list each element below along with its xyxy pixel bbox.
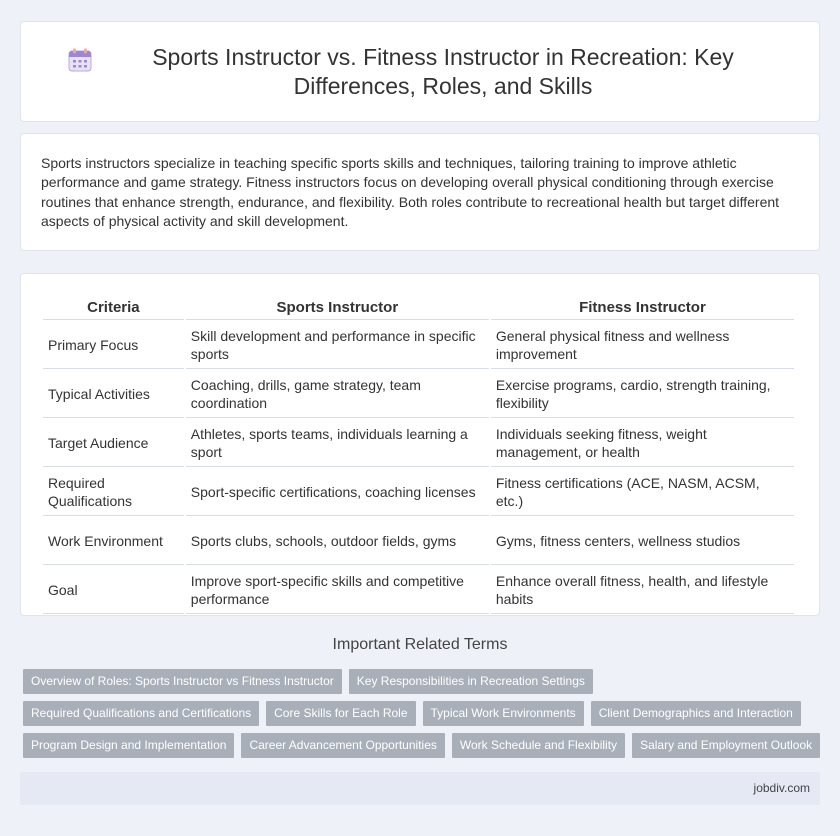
row-fitness-value: Fitness certifications (ACE, NASM, ACSM, etc.) bbox=[491, 467, 794, 516]
row-criteria: Target Audience bbox=[43, 418, 184, 467]
tag-link[interactable]: Typical Work Environments bbox=[423, 701, 584, 726]
row-sports-value: Sport-specific certifications, coaching licenses bbox=[186, 467, 489, 516]
tag-link[interactable]: Required Qualifications and Certifications bbox=[23, 701, 259, 726]
page-title: Sports Instructor vs. Fitness Instructor in Recreation: Key Differences, Roles, and Skills bbox=[152, 43, 734, 99]
row-sports-value: Improve sport-specific skills and competitive performance bbox=[186, 565, 489, 614]
row-criteria: Required Qualifications bbox=[43, 467, 184, 516]
intro-paragraph: Sports instructors specialize in teaching specific sports skills and techniques, tailoring training to improve athletic performance and game strategy. Fitness instructors focus on developing overall physical conditioning through exercise routines that enhance strength, endurance, and flexibility. Both roles contribute to recreational health but target different aspects of physical activity and skill development. bbox=[41, 155, 780, 229]
row-fitness-value: Individuals seeking fitness, weight management, or health bbox=[491, 418, 794, 467]
tag-link[interactable]: Overview of Roles: Sports Instructor vs Fitness Instructor bbox=[23, 669, 342, 694]
table-header-row bbox=[43, 294, 794, 320]
footer-site-link[interactable]: jobdiv.com bbox=[753, 781, 810, 795]
table-row bbox=[43, 516, 794, 565]
title-card bbox=[20, 21, 820, 122]
row-sports-value: Coaching, drills, game strategy, team coordination bbox=[186, 369, 489, 418]
row-sports-value: Skill development and performance in specific sports bbox=[186, 320, 489, 369]
header-fitness-instructor: Fitness Instructor bbox=[491, 294, 794, 320]
tag-row bbox=[23, 701, 823, 726]
row-criteria: Typical Activities bbox=[43, 369, 184, 418]
comparison-table bbox=[41, 294, 796, 614]
tag-link[interactable]: Key Responsibilities in Recreation Settings bbox=[349, 669, 593, 694]
header-sports-instructor: Sports Instructor bbox=[186, 294, 489, 320]
row-fitness-value: Enhance overall fitness, health, and lifestyle habits bbox=[491, 565, 794, 614]
row-sports-value: Athletes, sports teams, individuals learning a sport bbox=[186, 418, 489, 467]
intro-card bbox=[20, 133, 820, 251]
tag-link[interactable]: Career Advancement Opportunities bbox=[241, 733, 444, 758]
row-fitness-value: General physical fitness and wellness improvement bbox=[491, 320, 794, 369]
tag-row bbox=[23, 669, 823, 694]
table-row bbox=[43, 565, 794, 614]
title-wrap bbox=[67, 43, 773, 101]
table-row bbox=[43, 320, 794, 369]
table-row bbox=[43, 369, 794, 418]
row-criteria: Primary Focus bbox=[43, 320, 184, 369]
tag-link[interactable]: Program Design and Implementation bbox=[23, 733, 234, 758]
table-row bbox=[43, 418, 794, 467]
tag-link[interactable]: Work Schedule and Flexibility bbox=[452, 733, 625, 758]
related-terms-heading: Important Related Terms bbox=[332, 636, 508, 653]
table-row bbox=[43, 467, 794, 516]
header-criteria: Criteria bbox=[43, 294, 184, 320]
row-fitness-value: Exercise programs, cardio, strength training, flexibility bbox=[491, 369, 794, 418]
footer bbox=[20, 772, 820, 805]
comparison-table-card bbox=[20, 273, 820, 616]
tag-link[interactable]: Client Demographics and Interaction bbox=[591, 701, 801, 726]
row-criteria: Goal bbox=[43, 565, 184, 614]
calendar-icon bbox=[67, 47, 93, 73]
row-sports-value: Sports clubs, schools, outdoor fields, gyms bbox=[186, 516, 489, 565]
tag-row bbox=[23, 733, 823, 758]
row-fitness-value: Gyms, fitness centers, wellness studios bbox=[491, 516, 794, 565]
tag-link[interactable]: Core Skills for Each Role bbox=[266, 701, 415, 726]
related-terms-tags bbox=[23, 669, 823, 765]
row-criteria: Work Environment bbox=[43, 516, 184, 565]
tag-link[interactable]: Salary and Employment Outlook bbox=[632, 733, 820, 758]
